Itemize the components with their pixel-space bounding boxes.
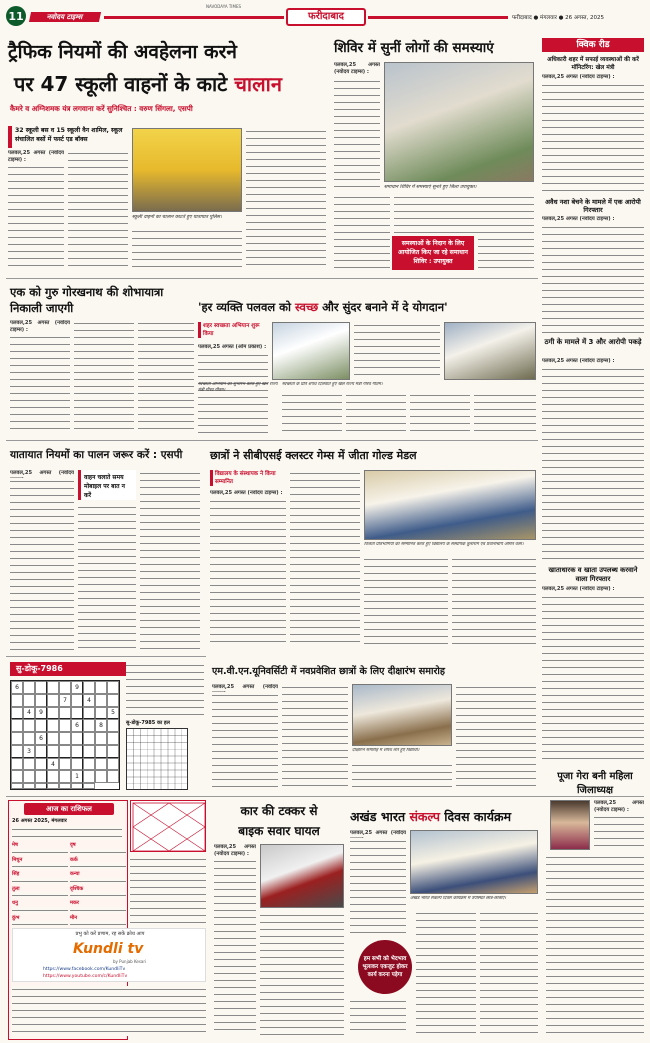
horoscope-more [130, 856, 206, 926]
horoscope-sign [70, 915, 126, 928]
clean-body-col-4 [346, 392, 406, 434]
akhand-photo-caption: अखंड भारत संकल्प दिवस कार्यक्रम में उपस्थित छात्र-छात्राएं। [410, 896, 506, 901]
univ-photo [352, 684, 452, 746]
sudoku-cell[interactable] [59, 745, 71, 758]
sudoku-cell[interactable] [83, 681, 95, 694]
sudoku-cell[interactable]: 4 [83, 694, 95, 707]
clean-headline-pre: 'हर व्यक्ति पलवल को [198, 300, 295, 314]
gold-body-col-3 [364, 556, 448, 648]
paper-sub: NAVODAYA TIMES [206, 4, 242, 9]
traffic-body-col-2 [78, 504, 136, 650]
camp-pullquote: समस्याओं के निदान के लिए आयोजित किए जा रहे समाधान शिविर : उपायुक्त [392, 236, 474, 270]
gold-kicker: विद्यालय के संस्थापक ने किया सम्मानित [210, 470, 286, 486]
quick-item2-dateline: पलवल,25 अगस्त (नवोदय टाइम्स) : [542, 216, 615, 222]
horoscope-sign-name: मीन [70, 914, 78, 921]
sudoku-cell[interactable] [23, 719, 35, 732]
puja-headline: पूजा गेरा बनी महिला जिलाध्यक्ष [557, 771, 633, 796]
guru-body-col-1 [10, 334, 70, 434]
sudoku-cell[interactable] [11, 770, 23, 783]
sudoku-title: सु-डोकू-7986 [10, 662, 130, 676]
univ-headline: एम.वी.एन.यूनिवर्सिटी में नवप्रवेशित छात्रों के लिए दीक्षारंभ समारोह [212, 666, 445, 677]
sudoku-cell[interactable]: 5 [107, 707, 119, 720]
sudoku-instructions [126, 662, 204, 716]
univ-dateline: पलवल,25 अगस्त (नवोदय [212, 684, 278, 690]
sudoku-cell[interactable] [83, 783, 95, 789]
horoscope-sign-text [12, 907, 68, 913]
sudoku-cell[interactable] [47, 732, 59, 745]
quick-item1-head: अधिकारी शहर में सफाई व्यवस्थाओं की करें मॉनिटरिंग: खेल मंत्री [547, 57, 639, 71]
accident-photo [260, 844, 344, 908]
accident-headline-2: बाइक सवार घायल [238, 824, 320, 838]
univ-body-col-2 [282, 684, 348, 790]
sudoku-cell[interactable] [107, 681, 119, 694]
quick-item2-body [542, 224, 644, 334]
camp-body-col-2 [334, 194, 390, 274]
sudoku-cell[interactable] [11, 707, 23, 720]
sudoku-cell[interactable] [83, 732, 95, 745]
gold-photo [364, 470, 536, 540]
akhand-body-col-3 [416, 910, 476, 1036]
masthead-rule-right [368, 16, 508, 19]
horoscope-sign [12, 857, 68, 870]
clean-caption-2: स्वच्छता के प्रति शपथ दिलवाते हुए खेल राज्य मंत्री गौरव गौतम। [282, 382, 383, 387]
sudoku-cell[interactable]: 9 [71, 681, 83, 694]
sudoku-cell[interactable]: 4 [23, 707, 35, 720]
sudoku-cell[interactable] [95, 732, 107, 745]
horoscope-sign-name: मिथुन [12, 856, 23, 863]
sudoku-cell[interactable] [11, 732, 23, 745]
kundli-link-facebook[interactable]: https://www.facebook.com/KundliTv [43, 967, 126, 972]
sudoku-cell[interactable] [107, 719, 119, 732]
sudoku-cell[interactable] [23, 732, 35, 745]
gold-headline: छात्रों ने सीबीएसई क्लस्टर गेम्स में जीता गोल्ड मेडल [210, 449, 417, 462]
sudoku-cell[interactable] [59, 707, 71, 720]
horoscope-sign [12, 886, 68, 899]
sudoku-cell[interactable] [23, 770, 35, 783]
clean-headline-post: और सुंदर बनाने में दे योगदान' [318, 300, 448, 314]
sudoku-cell[interactable] [47, 719, 59, 732]
sudoku-cell[interactable] [71, 745, 83, 758]
sudoku-cell[interactable] [95, 770, 107, 783]
sudoku-cell[interactable] [35, 770, 47, 783]
horoscope-sign-text [70, 921, 126, 927]
horoscope-date: 26 अगस्त 2025, मंगलवार [12, 818, 67, 824]
puja-dateline: पलवल,25 अगस्त (नवोदय टाइम्स) : [594, 800, 644, 813]
sudoku-cell[interactable] [47, 681, 59, 694]
horoscope-sign-text [70, 892, 126, 898]
lead-body-col-1 [8, 164, 64, 268]
sudoku-cell[interactable] [23, 681, 35, 694]
sudoku-cell[interactable] [23, 783, 35, 789]
horoscope-sign-name: कर्क [70, 856, 78, 863]
horoscope-sign-text [12, 849, 68, 855]
sudoku-cell[interactable] [35, 719, 47, 732]
sudoku-cell[interactable] [95, 681, 107, 694]
sudoku-cell[interactable] [83, 707, 95, 720]
camp-body-col-1 [334, 78, 380, 188]
clean-headline [198, 300, 534, 315]
lead-subhead: कैमरे व अग्निशमक यंत्र लगवाना करें सुनिश्चित : वरुण सिंगला, एसपी [10, 104, 193, 113]
horoscope-sign [70, 900, 126, 913]
horoscope-sign-text [12, 921, 68, 927]
sudoku-cell[interactable] [71, 783, 83, 789]
sudoku-cell[interactable] [11, 694, 23, 707]
horoscope-sign [70, 857, 126, 870]
sudoku-cell[interactable] [107, 758, 119, 771]
camp-body-col-4 [478, 236, 534, 274]
quick-item4-body [542, 594, 644, 762]
horoscope-sign [12, 871, 68, 884]
sudoku-cell[interactable] [47, 745, 59, 758]
sudoku-cell[interactable] [83, 758, 95, 771]
sudoku-cell[interactable] [71, 732, 83, 745]
sudoku-cell[interactable] [95, 745, 107, 758]
sudoku-answer-grid [126, 728, 188, 790]
guru-body-col-2 [74, 320, 134, 434]
sudoku-cell[interactable] [59, 770, 71, 783]
sudoku-cell[interactable] [11, 745, 23, 758]
gold-body-col-2 [290, 470, 360, 648]
traffic-headline: यातायात नियमों का पालन जरूर करें : एसपी [10, 449, 183, 461]
gold-photo-caption: विजेता प्रतिभागियों का सम्मानित करते हुए विद्यालय के संस्थापक तुलाराम एवं प्रधानाचार्य अमित वत्स। [364, 542, 524, 547]
sudoku-cell[interactable] [59, 732, 71, 745]
sudoku-cell[interactable]: 7 [59, 694, 71, 707]
lead-headline-1: ट्रैफिक नियमों की अवहेलना करने [8, 41, 237, 63]
puja-body-col-1 [594, 814, 644, 850]
lead-body-col-4 [246, 128, 326, 268]
sudoku-cell[interactable]: 8 [95, 719, 107, 732]
sudoku-cell[interactable] [47, 694, 59, 707]
quick-item4-head: खाताधारक व खाता उपलब्ध करवाने वाला गिरफ्तार [548, 566, 638, 583]
sudoku-cell[interactable]: 4 [47, 758, 59, 771]
kundli-chart-icon [131, 801, 207, 853]
univ-body-col-4 [456, 684, 536, 790]
quick-item3-head: ठगी के मामले में 3 और आरोपी पकड़े [544, 338, 642, 346]
camp-dateline: पलवल,25 अगस्त (नवोदय टाइम्स) : [334, 62, 380, 75]
horoscope-chart [130, 800, 206, 852]
camp-photo [384, 62, 534, 182]
sudoku-cell[interactable] [59, 758, 71, 771]
gold-body-col-1 [210, 498, 286, 648]
sudoku-cell[interactable]: 6 [11, 681, 23, 694]
accident-dateline: पलवल,25 अगस्त (नवोदय टाइम्स) : [214, 844, 256, 857]
sudoku-cell[interactable] [59, 681, 71, 694]
accident-body-col-1 [214, 858, 256, 1036]
sudoku-cell[interactable] [11, 783, 23, 789]
page-number-badge: 11 [6, 6, 26, 26]
horoscope-sign-name: धनु [12, 900, 18, 906]
date-line: फरीदाबाद ● मंगलवार ● 26 अगस्त, 2025 [512, 15, 604, 21]
guru-dateline: पलवल,25 अगस्त (नवोदय टाइम्स) : [10, 320, 70, 333]
horoscope-sign [70, 842, 126, 855]
sudoku-cell[interactable] [35, 783, 47, 789]
divider-1 [6, 278, 538, 279]
horoscope-sign-text [70, 907, 126, 913]
guru-headline: एक को गुरु गोरखनाथ की शोभायात्रा निकाली जाएगी [10, 285, 164, 315]
accident-body-col-2 [260, 912, 344, 1036]
city-banner: फरीदाबाद [286, 8, 366, 26]
horoscope-sign-name: वृष [70, 842, 76, 848]
clean-kicker: शहर स्वच्छता अभियान शुरू किया [198, 322, 270, 338]
univ-photo-caption: दीक्षारंभ समारोह में शपथ लेते हुए विद्यार्थी। [352, 748, 420, 753]
clean-body-col-6 [474, 392, 536, 434]
sudoku-cell[interactable] [35, 694, 47, 707]
sudoku-answer-title: सु-डोकू-7985 का हल [126, 720, 170, 726]
sudoku-cell[interactable] [107, 770, 119, 783]
quick-item3-body [542, 366, 644, 562]
traffic-dateline: पलवल,25 अगस्त (नवोदय [10, 470, 74, 476]
camp-headline: शिविर में सुनीं लोगों की समस्याएं [334, 40, 494, 56]
sudoku-cell[interactable] [95, 694, 107, 707]
sudoku-cell[interactable] [35, 745, 47, 758]
sudoku-cell[interactable] [107, 732, 119, 745]
clean-body-col-3 [282, 392, 342, 434]
sudoku-cell[interactable] [47, 783, 59, 789]
horoscope-sign-name: वृश्चिक [70, 885, 84, 892]
horoscope-sign-name: कन्या [70, 871, 80, 877]
horoscope-sign-name: सिंह [12, 871, 20, 877]
horoscope-sign-text [70, 878, 126, 884]
horoscope-sign-text [70, 849, 126, 855]
univ-body-col-3 [352, 762, 452, 790]
akhand-body-col-2 [350, 998, 406, 1036]
lead-headline-2 [14, 70, 334, 97]
horoscope-sign-text [12, 878, 68, 884]
sudoku-cell[interactable] [83, 745, 95, 758]
quick-item1-dateline: पलवल,25 अगस्त (नवोदय टाइम्स) : [542, 74, 615, 80]
sudoku-cell[interactable] [83, 719, 95, 732]
sudoku-cell[interactable] [59, 783, 71, 789]
accident-headline-1: कार की टक्कर से [240, 804, 318, 818]
camp-photo-caption: समाधान शिविर में समस्याएं सुनते हुए जिला उपायुक्त। [384, 185, 477, 190]
lead-photo-caption: स्कूली वाहनों का चालान काटते हुए यातायात पुलिस। [132, 215, 222, 220]
traffic-pullquote: वाहन चलाते समय मोबाइल पर बात न करें [78, 470, 136, 500]
sudoku-cell[interactable]: 6 [35, 732, 47, 745]
kundli-tagline: by Punjab Kesari [113, 959, 147, 964]
sudoku-cell[interactable] [95, 707, 107, 720]
clean-dateline: पलवल,25 अगस्त (ओम प्रकाश) : [198, 344, 267, 350]
sudoku-cell[interactable] [47, 770, 59, 783]
masthead [0, 0, 650, 32]
gold-dateline: पलवल,25 अगस्त (नवोदय टाइम्स) : [210, 490, 283, 496]
quick-item3-dateline: पलवल,25 अगस्त (नवोदय टाइम्स) : [542, 358, 615, 364]
gold-body-col-4 [452, 556, 536, 648]
sudoku-cell[interactable] [107, 745, 119, 758]
sudoku-cell[interactable] [47, 707, 59, 720]
sudoku-cell[interactable] [23, 694, 35, 707]
horoscope-bottom [12, 986, 206, 1036]
sudoku-cell[interactable] [107, 694, 119, 707]
horoscope-sign [70, 886, 126, 899]
traffic-body-col-1 [10, 478, 74, 650]
sudoku-cell[interactable] [11, 758, 23, 771]
sudoku-cell[interactable]: 1 [71, 770, 83, 783]
horoscope-sign [12, 842, 68, 855]
lead-body-col-3 [132, 228, 242, 268]
masthead-rule-left [104, 16, 284, 19]
kundli-link-youtube[interactable]: https://www.youtube.com/c/KundliTv [43, 974, 128, 979]
akhand-headline-accent: संकल्प [409, 809, 440, 824]
clean-body-col-2 [354, 322, 440, 380]
quick-read-banner: क्विक रीड [542, 38, 644, 52]
guru-body-col-3 [138, 320, 194, 434]
horoscope-sign [12, 915, 68, 928]
horoscope-signs [12, 842, 126, 926]
horoscope-sign-text [12, 892, 68, 898]
quick-item4-dateline: पलवल,25 अगस्त (नवोदय टाइम्स) : [542, 586, 615, 592]
akhand-pullquote: हम सभी को भेदभाव भूलाकर एकजुट होकर कार्य करना पड़ेगा [358, 940, 412, 994]
sudoku-cell[interactable] [71, 758, 83, 771]
sudoku-cell[interactable]: 6 [71, 719, 83, 732]
clean-headline-accent: स्वच्छ [294, 300, 319, 314]
paper-logo: नवोदय टाइम्स [29, 12, 101, 22]
akhand-body-col-1 [350, 838, 406, 938]
lead-headline-2a: पर 47 स्कूली वाहनों के काटे [14, 72, 228, 96]
sudoku-cell[interactable] [59, 719, 71, 732]
akhand-headline-post: दिवस कार्यक्रम [439, 809, 512, 824]
clean-caption-1: स्वच्छता अभियान का शुभारंभ करते हुए खेल राज्य मंत्री गौरव गौतम। [198, 382, 278, 393]
sudoku-cell[interactable] [71, 694, 83, 707]
sudoku-cell[interactable]: 3 [23, 745, 35, 758]
kundli-logo: Kundli tv [73, 941, 144, 957]
univ-body-col-1 [212, 692, 278, 790]
sudoku-cell[interactable] [35, 681, 47, 694]
clean-photo-1 [272, 322, 350, 380]
sudoku-cell[interactable] [11, 719, 23, 732]
clean-body-col-5 [410, 392, 470, 434]
sudoku-cell[interactable] [71, 707, 83, 720]
horoscope-sign-text [70, 863, 126, 869]
horoscope-sign-name: मेष [12, 842, 18, 848]
sudoku-cell[interactable] [35, 758, 47, 771]
clean-photo-2 [444, 322, 536, 380]
horoscope-sign-name: तुला [12, 885, 20, 892]
akhand-photo [410, 830, 538, 894]
lead-dateline: पलवल,25 अगस्त (नवोदय टाइम्स) : [8, 150, 64, 163]
puja-photo [550, 800, 590, 850]
lead-headline-accent: चालान [234, 72, 282, 96]
horoscope-sign-name: मकर [70, 900, 79, 906]
quick-item1-body [542, 82, 644, 194]
akhand-dateline: पलवल,25 अगस्त (नवोदय [350, 830, 406, 836]
horoscope-intro [12, 826, 122, 840]
camp-body-col-3 [394, 194, 534, 234]
sudoku-cell[interactable]: 9 [35, 707, 47, 720]
kundli-promo [12, 928, 206, 982]
sudoku-cell[interactable] [23, 758, 35, 771]
divider-3 [6, 656, 206, 657]
sudoku-cell[interactable] [95, 758, 107, 771]
akhand-body-col-4 [480, 910, 538, 1036]
divider-2 [6, 440, 538, 441]
akhand-headline [350, 808, 540, 825]
horoscope-sign [12, 900, 68, 913]
horoscope-sign [70, 871, 126, 884]
akhand-headline-pre: अखंड भारत [350, 809, 410, 824]
horoscope-title: आज का राशिफल [24, 803, 114, 815]
prayer-text: प्रभु को करें प्रणाम, रह सकें क्रोध आप [75, 931, 145, 937]
lead-photo [132, 128, 242, 212]
traffic-body-col-3 [140, 470, 200, 650]
quick-item2-head: अवैध नशा बेचने के मामले में एक आरोपी गिरफ्तार [545, 198, 641, 214]
lead-body-col-2 [68, 150, 128, 268]
sudoku-grid[interactable] [10, 680, 120, 790]
horoscope-sign-name: कुंभ [12, 914, 20, 921]
sudoku-cell[interactable] [83, 770, 95, 783]
horoscope-sign-text [12, 863, 68, 869]
lead-sidebar-head: 32 स्कूली बस व 15 स्कूली वैन शामिल, स्कूल संचालित बसों में फर्स्ट एड बॉक्स [8, 126, 126, 148]
puja-body-col-2 [546, 854, 644, 1036]
